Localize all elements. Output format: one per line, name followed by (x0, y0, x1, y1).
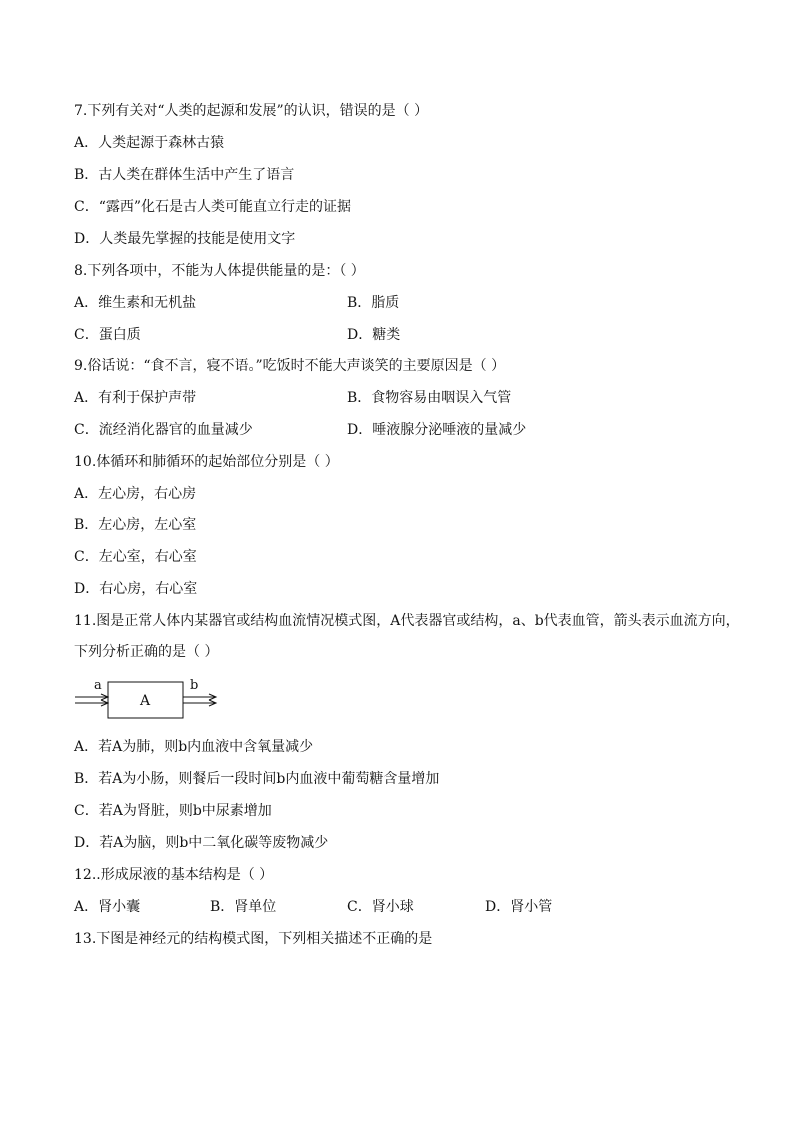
vessel-b-label: b (190, 678, 199, 693)
q11-option-c: C．若A为肾脏，则b中尿素增加 (74, 803, 272, 819)
question-10-stem: 10.体循环和肺循环的起始部位分别是（ ） (74, 454, 339, 470)
question-12-stem: 12..形成尿液的基本结构是（ ） (74, 867, 274, 883)
q8-option-d: D．糖类 (347, 327, 401, 343)
q10-option-c: C．左心室，右心室 (74, 549, 197, 565)
q10-option-d: D．右心房，右心室 (74, 581, 198, 597)
q12-option-d: D．肾小管 (485, 899, 553, 915)
q11-option-d: D．若A为脑，则b中二氧化碳等废物减少 (74, 835, 329, 851)
q7-option-b: B．古人类在群体生活中产生了语言 (74, 167, 295, 183)
q12-option-c: C．肾小球 (347, 899, 414, 915)
vessel-b-arrows (183, 694, 216, 706)
q9-option-c: C．流经消化器官的血量减少 (74, 422, 253, 438)
q7-option-d: D．人类最先掌握的技能是使用文字 (74, 231, 296, 247)
question-11-stem-line2: 下列分析正确的是（ ） (74, 644, 219, 660)
q11-option-b: B．若A为小肠，则餐后一段时间b内血液中葡萄糖含量增加 (74, 771, 440, 787)
question-11-stem-line1: 11.图是正常人体内某器官或结构血流情况模式图，A代表器官或结构，a、b代表血管，箭头表示血流方向， (74, 613, 740, 629)
q7-option-c: C．“露西”化石是古人类可能直立行走的证据 (74, 199, 352, 215)
question-9-stem: 9.俗话说：“食不言，寝不语。”吃饭时不能大声谈笑的主要原因是（ ） (74, 358, 506, 374)
q12-option-b: B．肾单位 (210, 899, 277, 915)
q7-option-a: A．人类起源于森林古猿 (74, 135, 225, 151)
question-7-stem: 7.下列有关对“人类的起源和发展”的认识，错误的是（ ） (74, 103, 429, 119)
question-13-stem: 13.下图是神经元的结构模式图，下列相关描述不正确的是 (74, 931, 433, 947)
q10-option-a: A．左心房，右心房 (74, 486, 197, 502)
q8-option-b: B．脂质 (347, 295, 400, 311)
q11-option-a: A．若A为肺，则b内血液中含氧量减少 (74, 739, 314, 755)
blood-flow-diagram (72, 676, 222, 722)
vessel-a-label: a (94, 678, 102, 693)
q8-option-a: A．维生素和无机盐 (74, 295, 197, 311)
q10-option-b: B．左心房，左心室 (74, 517, 197, 533)
vessel-a-arrows (75, 694, 108, 706)
q8-option-c: C．蛋白质 (74, 327, 141, 343)
q9-option-a: A．有利于保护声带 (74, 390, 197, 406)
organ-box-label: A (139, 693, 151, 709)
q9-option-b: B．食物容易由咽误入气管 (347, 390, 512, 406)
q12-option-a: A．肾小囊 (74, 899, 141, 915)
q9-option-d: D．唾液腺分泌唾液的量减少 (347, 422, 527, 438)
question-8-stem: 8.下列各项中，不能为人体提供能量的是：（ ） (74, 263, 365, 279)
